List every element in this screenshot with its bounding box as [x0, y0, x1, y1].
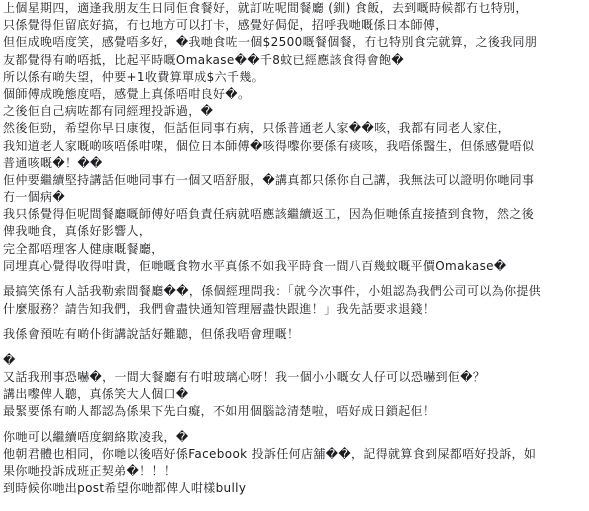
paragraph: [3, 0, 587, 275]
text-line: 你哋可以繼續唔度網絡欺凌我，�: [3, 429, 189, 444]
text-line: 個師傅成晚態度唔，感覺上真係唔咁良好�。: [3, 86, 251, 101]
text-line: 他朝君體也相同，你哋以後唔好係Facebook 投訴任何店舖��，記得就算食到屎都唔好投訴，如: [3, 447, 537, 462]
paragraph: [3, 352, 587, 421]
text-line: 俾我哋食，真係好影響人，: [3, 224, 152, 239]
text-line: 友都覺得有啲唔抵，比起平時嘅Omakase��千8蚊已經應該食得會飽�: [3, 52, 405, 67]
text-line: 我知道老人家嘅啲咳唔係咁㗎，個位日本師傅�咳得嚟你要係有痰咳，我唔係醫生，但係感覺唔似: [3, 138, 535, 153]
text-line: 冇一個病�: [3, 190, 66, 205]
text-line: 到時候你哋出post希望你哋都俾人咁樣bully: [3, 481, 247, 496]
paragraph: [3, 429, 587, 498]
text-line: 只係覺得佢留底好搞，冇乜地方可以打卡，感覺好侷促，招呼我哋嘅係日本師傅，: [3, 18, 448, 33]
text-line: 我只係覺得佢呢間餐廳嘅師傅好唔負責任病就唔應該繼續返工，因為佢哋係直接揸到食物，然之後: [3, 207, 535, 222]
text-line: 完全都唔理客人健康嘅餐廳，: [3, 241, 164, 256]
text-line: 最搞笑係有人話我勒索間餐廳��，係個經理問我：「就今次事件，小姐認為我們公司可以為你提供: [3, 284, 542, 299]
text-line: 然後佢勁，希望你早日康復，佢話佢同事冇病，只係普通老人家��咳，我都有同老人家住，: [3, 121, 510, 136]
text-line: 上個星期四，適逢我朋友生日同佢食餐好，就訂咗呢間餐廳 (釧) 食飯，去到嘅時候都冇乜特別，: [3, 1, 528, 15]
text-line: 但佢成晚唔度笑，感覺唔多好，�我哋食咗一個$2500嘅餐個餐，冇乜特別食完就算，之後我同朋: [3, 35, 538, 50]
post-body: [3, 0, 587, 506]
paragraph: [3, 283, 587, 317]
text-line: 又話我刑事恐嚇�，一間大餐廳有冇咁玻璃心呀！我一個小小嘅女人仔可以恐嚇到佢�？: [3, 369, 486, 384]
text-line: 普通咳嘅�！��: [3, 155, 103, 170]
text-line: 講出嚟俾人聽，真係笑大人個口�: [3, 387, 189, 402]
text-line: 所以係有啲失望，仲要+1收費算單成$六千幾。: [3, 69, 265, 84]
text-line: �: [3, 352, 16, 367]
paragraph: [3, 326, 587, 343]
text-line: 佢仲要繼續堅持講話佢哋同事冇一個又唔舒服，�講真都只係你自己講，我無法可以證明你哋同事: [3, 172, 535, 187]
text-line: 同埋真心覺得收得咁貴，佢哋嘅食物水平真係不如我平時食一間八百幾蚊嘅平價Omakase�: [3, 258, 507, 273]
text-line: 什麼服務？請告知我們，我們會盡快通知管理層盡快跟進！」我先話要求退錢！: [3, 301, 436, 316]
text-line: 之後佢自己病咗都有同經理投訴過，�: [3, 104, 214, 119]
text-line: 我係會預咗有啲仆街講說話好難聽，但係我唔會理嘅！: [3, 327, 300, 342]
text-line: 果你哋投訴成班正契弟�！！！: [3, 464, 177, 479]
text-line: 最緊要係有啲人都認為係果下先白癡，不如用個腦諗清楚啦，唔好成日鎖起佢！: [3, 404, 436, 419]
